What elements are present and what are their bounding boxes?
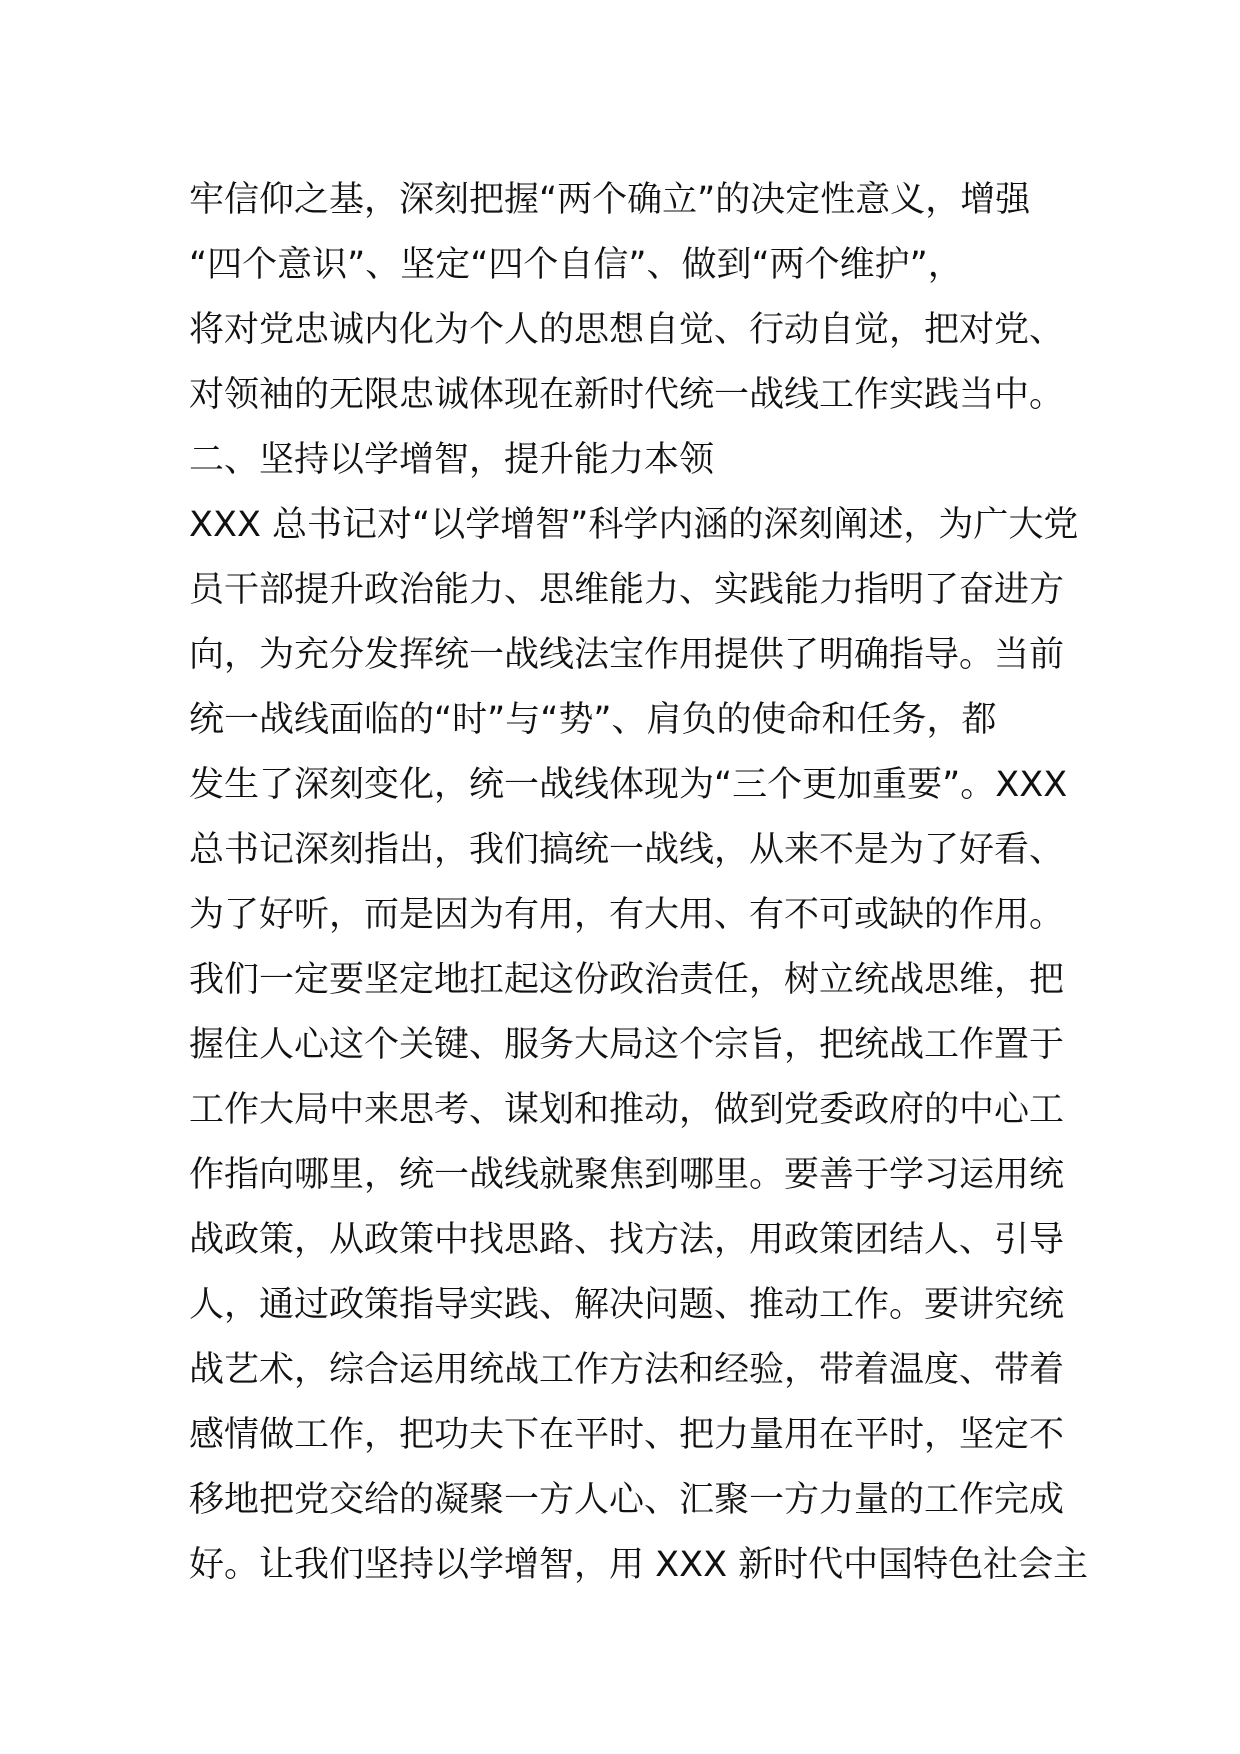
text-line: 战艺术，综合运用统战工作方法和经验，带着温度、带着 <box>189 1350 1065 1390</box>
text-line: XXX 总书记对“以学增智”科学内涵的深刻阐述，为广大党 <box>189 505 1079 545</box>
text-line: 将对党忠诚内化为个人的思想自觉、行动自觉，把对党、 <box>189 310 1065 350</box>
text-line: 握住人心这个关键、服务大局这个宗旨，把统战工作置于 <box>189 1025 1065 1065</box>
text-line: 员干部提升政治能力、思维能力、实践能力指明了奋进方 <box>189 570 1065 610</box>
text-line: 感情做工作，把功夫下在平时、把力量用在平时，坚定不 <box>189 1415 1065 1455</box>
text-line: 统一战线面临的“时”与“势”、肩负的使命和任务，都 <box>189 700 997 740</box>
text-line: 好。让我们坚持以学增智，用 XXX 新时代中国特色社会主 <box>189 1545 1089 1585</box>
text-line: 为了好听，而是因为有用，有大用、有不可或缺的作用。 <box>189 895 1065 935</box>
text-line: 发生了深刻变化，统一战线体现为“三个更加重要”。XXX <box>189 765 1068 805</box>
text-line: 工作大局中来思考、谋划和推动，做到党委政府的中心工 <box>189 1090 1065 1130</box>
section-heading: 二、坚持以学增智，提升能力本领 <box>189 440 715 480</box>
text-line: 作指向哪里，统一战线就聚焦到哪里。要善于学习运用统 <box>189 1155 1065 1195</box>
text-line: 牢信仰之基，深刻把握“两个确立”的决定性意义，增强 <box>189 180 1031 220</box>
text-line: 向，为充分发挥统一战线法宝作用提供了明确指导。当前 <box>189 635 1065 675</box>
body-text <box>189 168 1089 1598</box>
text-line: 战政策，从政策中找思路、找方法，用政策团结人、引导 <box>189 1220 1065 1260</box>
text-line: “四个意识”、坚定“四个自信”、做到“两个维护”， <box>189 245 963 285</box>
text-line: 人，通过政策指导实践、解决问题、推动工作。要讲究统 <box>189 1285 1065 1325</box>
text-line: 移地把党交给的凝聚一方人心、汇聚一方力量的工作完成 <box>189 1480 1065 1520</box>
text-line: 对领袖的无限忠诚体现在新时代统一战线工作实践当中。 <box>189 375 1065 415</box>
text-line: 总书记深刻指出，我们搞统一战线，从来不是为了好看、 <box>189 830 1065 870</box>
text-line: 我们一定要坚定地扛起这份政治责任，树立统战思维，把 <box>189 960 1065 1000</box>
